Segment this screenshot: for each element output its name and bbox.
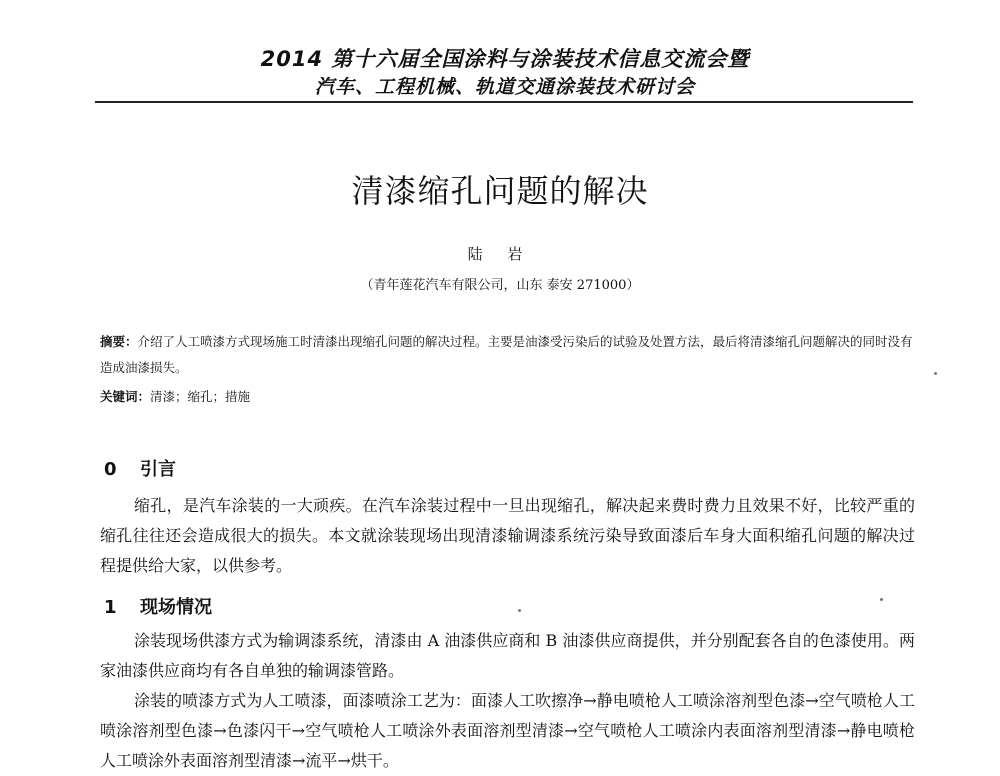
- author-affiliation: （青年莲花汽车有限公司，山东 泰安 271000）: [360, 278, 640, 293]
- conference-header: [95, 44, 915, 100]
- scan-speck: [880, 598, 883, 601]
- conference-header-line1: 2014 第十六届全国涂料与涂装技术信息交流会暨: [260, 47, 750, 71]
- abstract-text: 介绍了人工喷漆方式现场施工时清漆出现缩孔问题的解决过程。主要是油漆受污染后的试验及处置方法，最后将清漆缩孔问题解决的同时没有造成油漆损失。: [100, 334, 913, 375]
- paper-title: 清漆缩孔问题的解决: [351, 172, 649, 211]
- section-title: 引言: [140, 459, 176, 480]
- keywords-text: 清漆；缩孔；措施: [150, 389, 251, 404]
- section-number: 1: [104, 597, 117, 618]
- section-title: 现场情况: [140, 597, 212, 618]
- site-situation-paragraph-1: 涂装现场供漆方式为输调漆系统，清漆由 A 油漆供应商和 B 油漆供应商提供，并分别配套各自的色漆使用。两家油漆供应商均有各自单独的输调漆管路。: [100, 631, 915, 680]
- conference-header-line2: 汽车、工程机械、轨道交通涂装技术研讨会: [314, 76, 695, 98]
- keywords: [100, 384, 920, 410]
- site-situation-paragraph-2: 涂装的喷漆方式为人工喷漆，面漆喷涂工艺为：面漆人工吹擦净→静电喷枪人工喷涂溶剂型色漆→空气喷枪人工喷涂溶剂型色漆→色漆闪干→空气喷枪人工喷涂外表面溶剂型清漆→空气喷枪人工喷涂内表面溶剂型清漆→静电喷枪人工喷涂外表面溶剂型清漆→流平→烘干。: [100, 691, 915, 770]
- abstract: [100, 329, 920, 381]
- keywords-label: 关键词：: [100, 389, 151, 404]
- introduction-paragraph: 缩孔，是汽车涂装的一大顽疾。在汽车涂装过程中一旦出现缩孔，解决起来费时费力且效果不好，比较严重的缩孔往往还会造成很大的损失。本文就涂装现场出现清漆输调漆系统污染导致面漆后车身大面积缩孔问题的解决过程提供给大家，以供参考。: [100, 496, 915, 575]
- header-rule-divider: [95, 101, 913, 103]
- section-heading-introduction: [104, 458, 176, 482]
- section-heading-site-situation: [104, 596, 212, 620]
- scan-speck: [518, 609, 521, 612]
- scan-speck: [934, 372, 937, 375]
- section-number: 0: [104, 459, 117, 480]
- author-name: 陆 岩: [467, 245, 533, 263]
- abstract-label: 摘要：: [100, 334, 138, 349]
